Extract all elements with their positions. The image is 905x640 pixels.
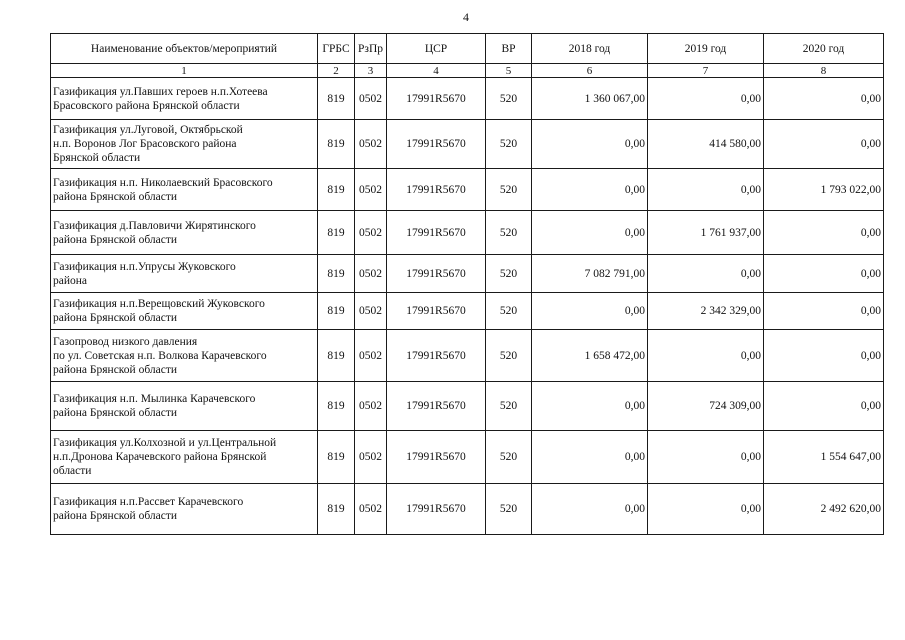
row-amount-2018: 0,00	[532, 169, 648, 211]
row-grbs: 819	[318, 330, 355, 382]
header-2018: 2018 год	[532, 34, 648, 64]
header-name: Наименование объектов/мероприятий	[51, 34, 318, 64]
row-name: Газификация н.п.Упрусы Жуковского района	[51, 255, 318, 293]
row-name: Газификация ул.Павших героев н.п.Хотеева Брасовского района Брянской области	[51, 78, 318, 120]
row-amount-2020: 1 554 647,00	[764, 431, 884, 484]
column-number: 4	[387, 64, 486, 78]
budget-table	[50, 33, 884, 535]
row-grbs: 819	[318, 78, 355, 120]
row-rzpr: 0502	[355, 484, 387, 535]
row-rzpr: 0502	[355, 78, 387, 120]
table-row	[51, 382, 884, 431]
row-rzpr: 0502	[355, 330, 387, 382]
row-grbs: 819	[318, 484, 355, 535]
row-grbs: 819	[318, 169, 355, 211]
row-name: Газификация н.п.Рассвет Карачевского района Брянской области	[51, 484, 318, 535]
column-number-row	[51, 64, 884, 78]
table-row	[51, 120, 884, 169]
row-csr: 17991R5670	[387, 484, 486, 535]
row-vr: 520	[486, 211, 532, 255]
row-rzpr: 0502	[355, 169, 387, 211]
row-csr: 17991R5670	[387, 255, 486, 293]
header-2019: 2019 год	[648, 34, 764, 64]
row-csr: 17991R5670	[387, 169, 486, 211]
table-row	[51, 330, 884, 382]
row-vr: 520	[486, 431, 532, 484]
row-amount-2019: 2 342 329,00	[648, 293, 764, 330]
row-csr: 17991R5670	[387, 211, 486, 255]
row-amount-2020: 0,00	[764, 293, 884, 330]
row-name: Газификация н.п. Николаевский Брасовского района Брянской области	[51, 169, 318, 211]
row-csr: 17991R5670	[387, 120, 486, 169]
row-amount-2018: 0,00	[532, 382, 648, 431]
row-amount-2019: 414 580,00	[648, 120, 764, 169]
column-number: 7	[648, 64, 764, 78]
row-amount-2020: 0,00	[764, 120, 884, 169]
row-amount-2018: 1 658 472,00	[532, 330, 648, 382]
row-grbs: 819	[318, 255, 355, 293]
row-rzpr: 0502	[355, 211, 387, 255]
row-rzpr: 0502	[355, 120, 387, 169]
header-csr: ЦСР	[387, 34, 486, 64]
row-name: Газификация д.Павловичи Жирятинского района Брянской области	[51, 211, 318, 255]
row-name: Газопровод низкого давления по ул. Советская н.п. Волкова Карачевского района Брянской области	[51, 330, 318, 382]
row-amount-2018: 0,00	[532, 211, 648, 255]
row-grbs: 819	[318, 431, 355, 484]
row-name: Газификация н.п.Верещовский Жуковского района Брянской области	[51, 293, 318, 330]
row-rzpr: 0502	[355, 255, 387, 293]
row-amount-2020: 0,00	[764, 382, 884, 431]
row-amount-2018: 0,00	[532, 120, 648, 169]
row-amount-2018: 1 360 067,00	[532, 78, 648, 120]
row-amount-2020: 1 793 022,00	[764, 169, 884, 211]
row-amount-2019: 724 309,00	[648, 382, 764, 431]
row-vr: 520	[486, 255, 532, 293]
row-amount-2019: 0,00	[648, 484, 764, 535]
table-row	[51, 431, 884, 484]
table-row	[51, 169, 884, 211]
header-row	[51, 34, 884, 64]
row-rzpr: 0502	[355, 382, 387, 431]
row-amount-2019: 0,00	[648, 78, 764, 120]
row-name: Газификация н.п. Мылинка Карачевского района Брянской области	[51, 382, 318, 431]
row-vr: 520	[486, 484, 532, 535]
header-vr: ВР	[486, 34, 532, 64]
row-vr: 520	[486, 330, 532, 382]
row-amount-2020: 0,00	[764, 330, 884, 382]
row-vr: 520	[486, 78, 532, 120]
row-csr: 17991R5670	[387, 293, 486, 330]
column-number: 2	[318, 64, 355, 78]
row-grbs: 819	[318, 120, 355, 169]
row-grbs: 819	[318, 211, 355, 255]
row-vr: 520	[486, 382, 532, 431]
table-row	[51, 255, 884, 293]
table-row	[51, 293, 884, 330]
row-amount-2020: 0,00	[764, 255, 884, 293]
row-rzpr: 0502	[355, 431, 387, 484]
row-amount-2019: 0,00	[648, 169, 764, 211]
row-amount-2020: 2 492 620,00	[764, 484, 884, 535]
row-amount-2020: 0,00	[764, 78, 884, 120]
column-number: 1	[51, 64, 318, 78]
row-amount-2018: 0,00	[532, 484, 648, 535]
row-vr: 520	[486, 120, 532, 169]
row-vr: 520	[486, 293, 532, 330]
column-number: 6	[532, 64, 648, 78]
row-amount-2018: 0,00	[532, 431, 648, 484]
column-number: 3	[355, 64, 387, 78]
row-vr: 520	[486, 169, 532, 211]
row-grbs: 819	[318, 382, 355, 431]
row-amount-2019: 0,00	[648, 431, 764, 484]
column-number: 8	[764, 64, 884, 78]
table-row	[51, 484, 884, 535]
table-row	[51, 78, 884, 120]
row-amount-2019: 0,00	[648, 255, 764, 293]
row-grbs: 819	[318, 293, 355, 330]
row-rzpr: 0502	[355, 293, 387, 330]
header-rzpr: РзПр	[355, 34, 387, 64]
row-csr: 17991R5670	[387, 78, 486, 120]
column-number: 5	[486, 64, 532, 78]
row-name: Газификация ул.Колхозной и ул.Центральной н.п.Дронова Карачевского района Брянской области	[51, 431, 318, 484]
header-2020: 2020 год	[764, 34, 884, 64]
row-amount-2019: 1 761 937,00	[648, 211, 764, 255]
row-amount-2019: 0,00	[648, 330, 764, 382]
row-csr: 17991R5670	[387, 431, 486, 484]
page-number: 4	[463, 10, 469, 24]
header-grbs: ГРБС	[318, 34, 355, 64]
table-row	[51, 211, 884, 255]
row-amount-2018: 0,00	[532, 293, 648, 330]
row-csr: 17991R5670	[387, 330, 486, 382]
row-name: Газификация ул.Луговой, Октябрьской н.п. Воронов Лог Брасовского района Брянской области	[51, 120, 318, 169]
row-csr: 17991R5670	[387, 382, 486, 431]
row-amount-2020: 0,00	[764, 211, 884, 255]
row-amount-2018: 7 082 791,00	[532, 255, 648, 293]
table-body	[51, 78, 884, 535]
